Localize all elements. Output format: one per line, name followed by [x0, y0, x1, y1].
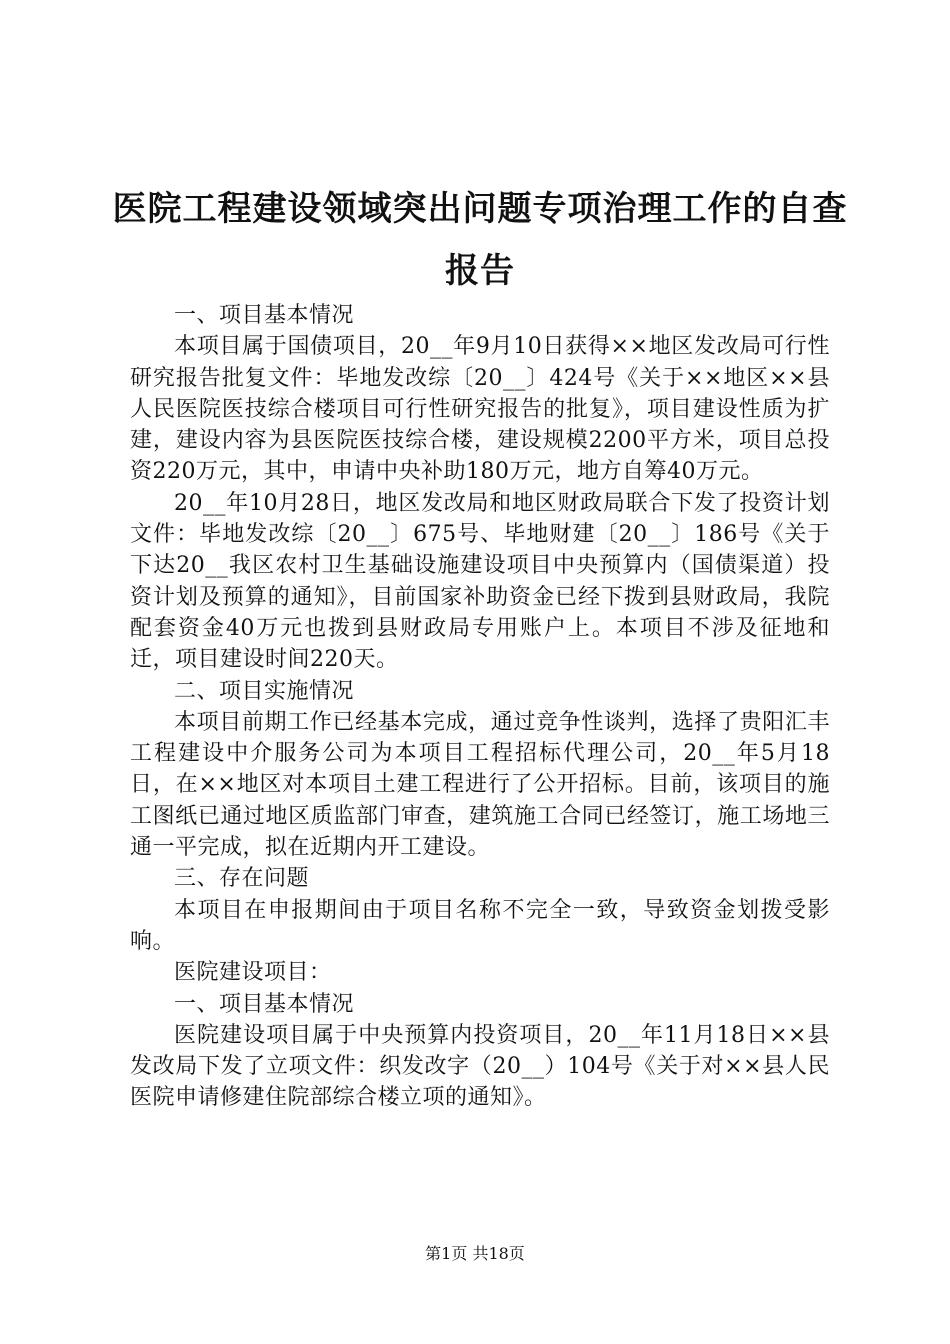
section-heading: 三、存在问题 — [174, 866, 310, 892]
section-heading: 一、项目基本情况 — [174, 991, 355, 1017]
paragraph: 20__年10月28日，地区发改局和地区财政局联合下发了投资计划文件：毕地发改综〔20__〕675号、毕地财建〔20__〕186号《关于下达20__我区农村卫生基础设施建设项目中央预算内（国债渠道）投资计划及预算的通知》，目前国家补助资金已经下拨到县财政局，我院配套资金40万元也拨到县财政局专用账户上。本项目不涉及征地和迁，项目建设时间220天。 — [130, 490, 830, 673]
paragraph: 本项目属于国债项目，20__年9月10日获得××地区发改局可行性研究报告批复文件：毕地发改综〔20__〕424号《关于××地区××县人民医院医技综合楼项目可行性研究报告的批复》，项目建设性质为扩建，建设内容为县医院医技综合楼，建设规模2200平方米，项目总投资220万元，其中，申请中央补助180万元，地方自筹40万元。 — [130, 334, 830, 485]
section-heading: 医院建设项目： — [174, 960, 332, 986]
document-title: 医院工程建设领域突出问题专项治理工作的自查报告 — [112, 189, 848, 291]
document-body — [130, 300, 830, 1114]
paragraph: 本项目前期工作已经基本完成，通过竞争性谈判，选择了贵阳汇丰工程建设中介服务公司为本项目工程招标代理公司，20__年5月18日，在××地区对本项目土建工程进行了公开招标。目前，该项目的施工图纸已通过地区质监部门审查，建筑施工合同已经签订，施工场地三通一平完成，拟在近期内开工建设。 — [130, 709, 830, 861]
paragraph: 医院建设项目属于中央预算内投资项目，20__年11月18日××县发改局下发了立项文件：织发改字（20__）104号《关于对××县人民医院申请修建住院部综合楼立项的通知》。 — [130, 1022, 830, 1111]
section-heading: 一、项目基本情况 — [174, 303, 355, 328]
section-heading: 二、项目实施情况 — [174, 678, 355, 704]
paragraph: 本项目在申报期间由于项目名称不完全一致，导致资金划拨受影响。 — [130, 897, 830, 954]
page-number-footer: 第1页 共18页 — [425, 1244, 525, 1263]
